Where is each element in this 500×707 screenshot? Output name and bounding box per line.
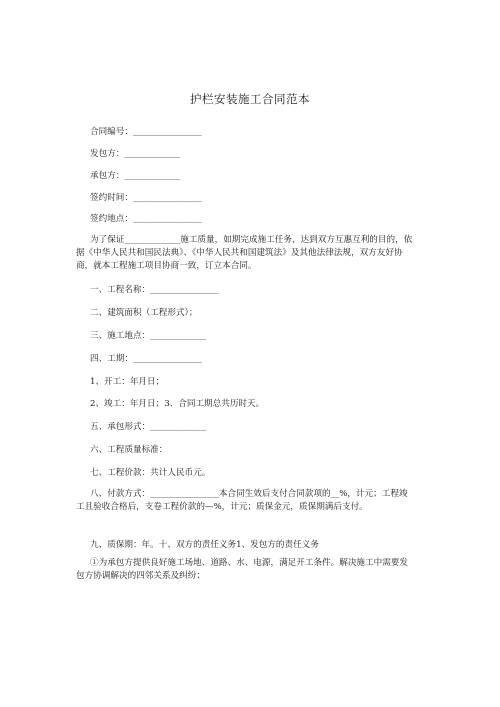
signing-place-field: 签约地点：________________	[90, 214, 202, 224]
item-contract-form: 五、承包形式：_____________	[90, 422, 207, 432]
item-start-date: 1、开工：年月日；	[90, 377, 165, 387]
item-construction-site: 三、施工地点：_____________	[90, 331, 207, 341]
item-contract-price: 七、工程价款：共计人民币元。	[90, 468, 211, 478]
employer-field: 发包方：_____________	[90, 149, 181, 159]
document-title: 护栏安装施工合同范本	[190, 92, 310, 106]
item-project-name: 一、工程名称：________________	[90, 285, 219, 295]
payment-paragraph: 八、付款方式：________________本合同生效后支付合同款项的__%，计元；工程竣工且验收合格后，支卷工程价款的—%，计元；质保金元，质保期满后支付。	[76, 489, 408, 513]
item-completion-date: 2、竣工：年月日；3、合同工期总共历时天。	[90, 399, 265, 409]
contractor-field: 承包方：_____________	[90, 171, 181, 181]
item-building-area: 二、建筑面积（工程形式）；	[90, 308, 198, 318]
warranty-line: 九、质保期：年。十、双方的责任义务1、发包方的责任义务	[90, 540, 319, 550]
employer-duty-paragraph: ①为承包方提供良好施工场地、道路、水、电源，满足开工条件。解决施工中需要发包方协调解决的四邻关系及纠纷；	[76, 558, 408, 582]
item-duration: 四、工期：________________	[90, 354, 202, 364]
intro-paragraph: 为了保证_____________施工质量，如期完成施工任务，达到双方互惠互利的目的，依据《中华人民共和国民法典》、《中华人民共和国建筑法》及其他法律法规，双方友好协商，就本工程施工项目协商一致，订立本合同。	[76, 235, 413, 272]
item-quality-standard: 六、工程质量标准：	[90, 445, 168, 455]
contract-number-field: 合同编号：________________	[90, 127, 202, 137]
signing-time-field: 签约时间：________________	[90, 193, 202, 203]
